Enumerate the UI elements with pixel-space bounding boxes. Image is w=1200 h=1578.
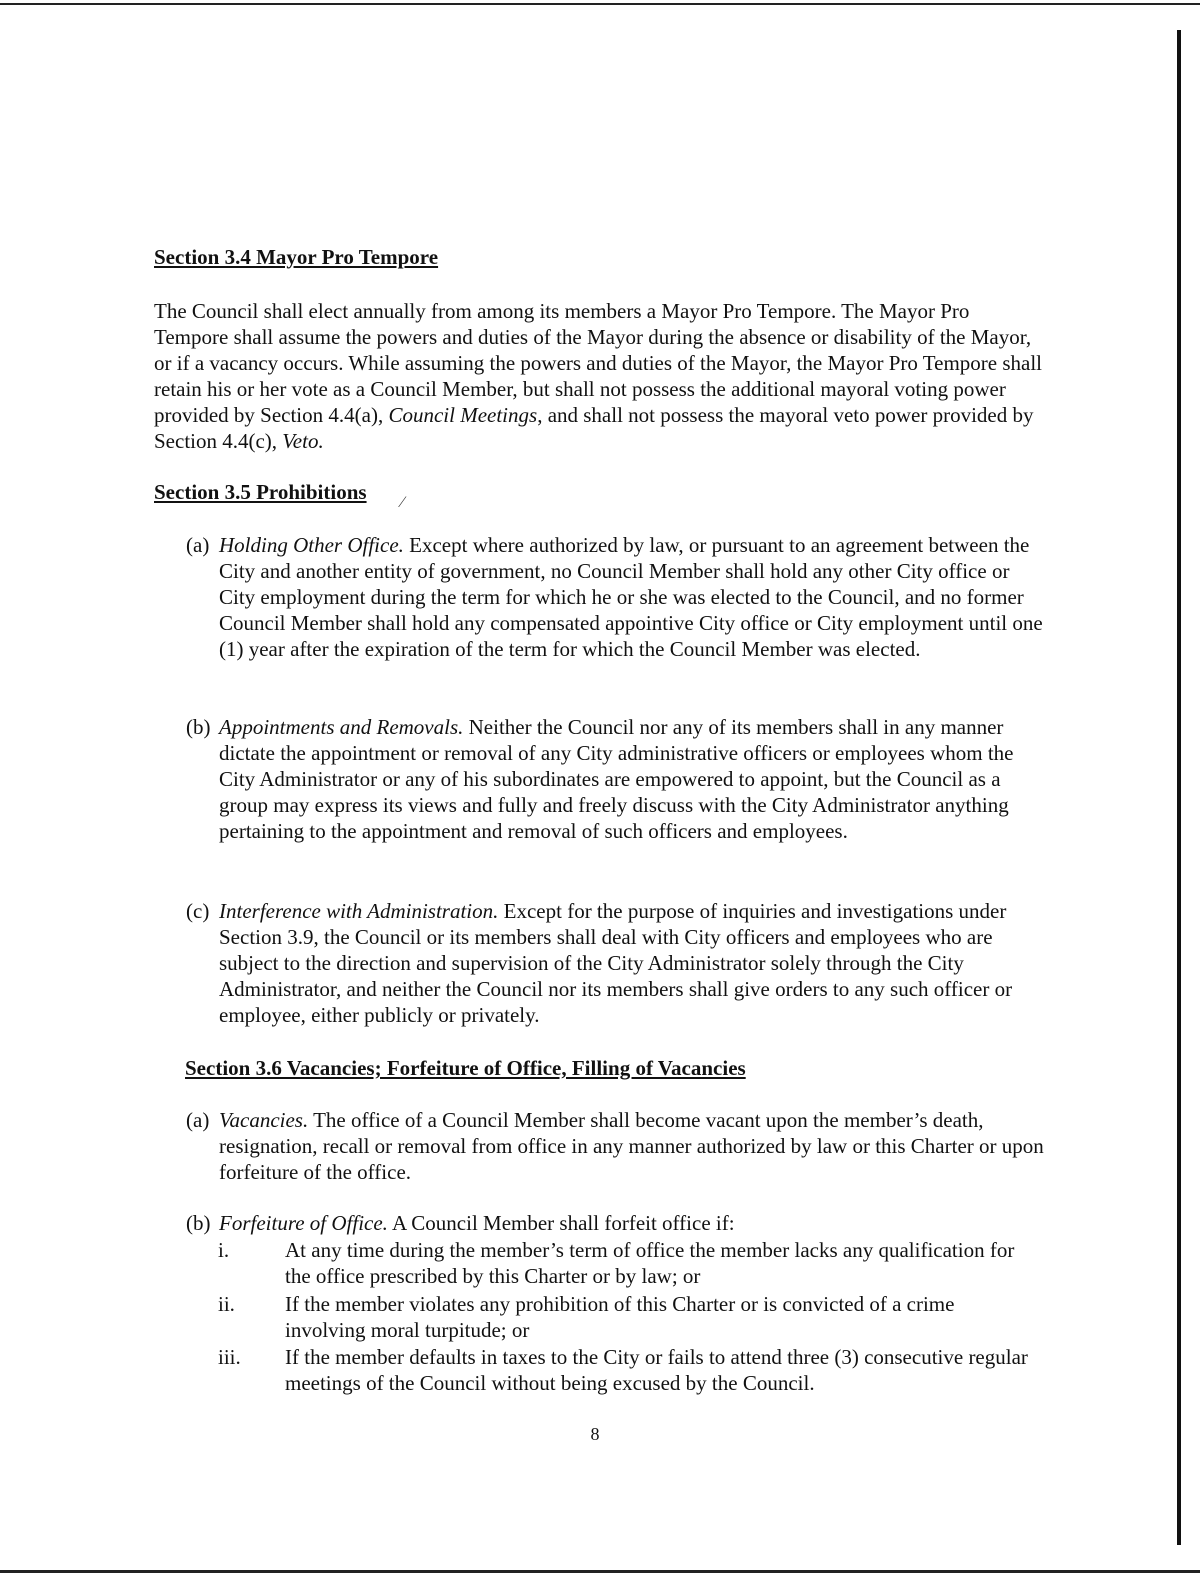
- forfeiture-subitem-ii: ii. If the member violates any prohibition of this Charter or is convicted of a crime involving moral turpitude; or: [218, 1292, 955, 1342]
- section-3-4-paragraph: The Council shall elect annually from among its members a Mayor Pro Tempore. The Mayor Pro Tempore shall assume the powers and duties of the Mayor during the absence or disability of the Mayor, or if a vacancy occurs. While assuming the powers and duties of the Mayor, the Mayor Pro Tempore shall retain his or her vote as a Council Member, but shall not possess the additional mayoral voting power provided by Section 4.4(a), Council Meetings, and shall not possess the mayoral veto power provided by Section 4.4(c), Veto.: [154, 299, 1043, 453]
- section-3-6-heading: Section 3.6 Vacancies; Forfeiture of Office, Filling of Vacancies: [185, 1056, 746, 1080]
- top-border-line: [0, 3, 1200, 5]
- bottom-border-line: [0, 1570, 1200, 1573]
- prohibition-item-c: (c) Interference with Administration. Except for the purpose of inquiries and investigations under Section 3.9, the Council or its members shall deal with City officers and employees who are subject to the direction and supervision of the City Administrator solely through the City Administrator, and neither the Council nor its members shall give orders to any such officer or employee, either publicly or privately.: [186, 899, 1013, 1027]
- prohibition-item-a: (a) Holding Other Office. Except where authorized by law, or pursuant to an agreement between the City and another entity of government, no Council Member shall hold any other City office or City employment during the term for which he or she was elected to the Council, and no former Council Member shall hold any compensated appointive City office or City employment until one (1) year after the expiration of the term for which the Council Member was elected.: [186, 533, 1043, 661]
- vacancy-item-a: (a) Vacancies. The office of a Council Member shall become vacant upon the member’s death, resignation, recall or removal from office in any manner authorized by law or this Charter or upon forfeiture of the office.: [186, 1108, 1044, 1184]
- section-3-4-heading: Section 3.4 Mayor Pro Tempore: [154, 245, 439, 269]
- vacancy-item-b: (b) Forfeiture of Office. A Council Member shall forfeit office if:: [186, 1211, 735, 1235]
- right-border-line: [1177, 30, 1181, 1545]
- stray-mark: ⁄: [401, 494, 404, 511]
- forfeiture-subitem-iii: iii. If the member defaults in taxes to the City or fails to attend three (3) consecutive regular meetings of the Council without being excused by the Council.: [218, 1345, 1028, 1395]
- forfeiture-subitem-i: i. At any time during the member’s term of office the member lacks any qualification for the office prescribed by this Charter or by law; or: [218, 1238, 1015, 1288]
- page-number: 8: [590, 1424, 600, 1444]
- section-3-5-heading: Section 3.5 Prohibitions: [154, 480, 367, 504]
- prohibition-item-b: (b) Appointments and Removals. Neither the Council nor any of its members shall in any manner dictate the appointment or removal of any City administrative officers or employees whom the City Administrator or any of his subordinates are empowered to appoint, but the Council as a group may express its views and fully and freely discuss with the City Administrator anything pertaining to the appointment and removal of such officers and employees.: [186, 715, 1014, 843]
